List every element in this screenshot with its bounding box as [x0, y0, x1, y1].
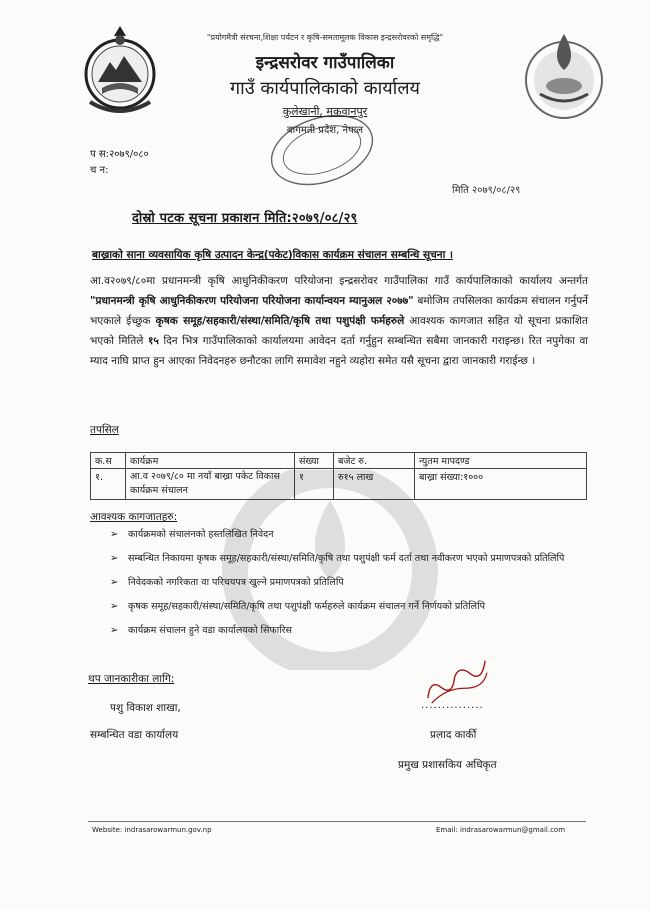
footer-website: Website: indrasarowarmun.gov.np — [92, 826, 212, 834]
list-item — [110, 599, 600, 615]
letter-date: मिति २०७९/०८/२९ — [452, 185, 521, 196]
cell-sn: १. — [91, 469, 126, 500]
document-item-text: सम्बन्धित निकायमा कृषक समूह/सहकारी/संस्था/समिति/कृषि तथा पशुपंक्षी फर्म दर्ता तथा नवीकरण भएको प्रमाणपत्रको प्रतिलिपि — [128, 553, 565, 564]
arrow-bullet-icon: ➢ — [110, 601, 119, 612]
contact-line2: सम्बन्धित वडा कार्यालय — [90, 729, 179, 741]
list-item — [110, 551, 600, 567]
document-item-text: कार्यक्रमको संचालनको हस्तलिखित निवेदन — [128, 529, 274, 540]
col-count: संख्या — [295, 453, 334, 469]
col-criteria: न्युतम मापदण्ड — [415, 453, 587, 469]
arrow-bullet-icon: ➢ — [110, 625, 119, 636]
municipality-logo — [520, 28, 608, 124]
cell-program: आ.व २०७९/८० मा नयाँ बाख्रा पकेट विकास कार्यक्रम संचालन — [126, 469, 295, 500]
notice-subject: बाख्राको साना व्यवसायिक कृषि उत्पादन केन्द्र(पकेट)विकास कार्यक्रम संचालन सम्बन्धि सूचना । — [92, 249, 453, 261]
col-budget: बजेट रु. — [334, 453, 415, 469]
body-text-4: दिन भित्र गाउँपालिकाको कार्यालयमा आवेदन दर्ता गर्नुहुन सम्बन्धित सबैमा जानकारी गराइन्छ। रित नपुगेका वा म्याद नाघि प्राप्त हुन आएका निवेदनहरु छनौटका लागि समावेश नहुने व्यहोरा समेत यसै सूचना द्वारा जानकारी गराईन्छ । — [90, 335, 589, 367]
cell-count: १ — [295, 469, 334, 500]
cell-budget: रु१५ लाख — [334, 469, 415, 500]
municipality-name: इन्द्रसरोवर गाउँपालिका — [255, 53, 395, 73]
cell-criteria: बाख्रा संख्या:१००० — [415, 469, 587, 500]
arrow-bullet-icon: ➢ — [110, 553, 119, 564]
list-item — [110, 527, 600, 543]
contact-line1: पशु विकाश शाखा, — [110, 702, 181, 714]
office-name: गाउँ कार्यपालिकाको कार्यालय — [230, 78, 420, 99]
address-line1: कुलेखानी, मकवानपुर — [282, 105, 368, 118]
col-sn: क.स — [91, 453, 126, 469]
body-text-2: बमोजिम तपसिलका कार्यक्रम संचालन गर्नुपर्ने भएकाले ईच्छुक — [90, 295, 588, 327]
schedule-label: तपसिल — [90, 424, 119, 436]
address-line2: बागमती प्रदेश, नेपाल — [286, 125, 364, 136]
documents-heading: आवश्यक कागजातहरु: — [90, 511, 178, 523]
signer-name: प्रलाद कार्की — [430, 729, 477, 741]
document-item-text: कार्यक्रम संचालन हुने वडा कार्यालयको सिफारिस — [128, 625, 292, 636]
col-program: कार्यक्रम — [126, 453, 295, 469]
notice-body — [90, 271, 588, 371]
contact-heading: थप जानकारीका लागि: — [88, 673, 175, 685]
signer-title: प्रमुख प्रशासकिय अधिकृत — [398, 759, 497, 771]
body-bold-days: १५ — [147, 335, 159, 347]
body-text-3: आवश्यक कागजात सहित यो सूचना प्रकाशित भएको मितिले — [90, 315, 588, 347]
body-text-1: आ.व२०७९/८०मा प्रधानमन्त्री कृषि आधुनिकीकरण परियोजना इन्द्रसरोवर गाउँपालिका गाउँ कार्यपालिकाको कार्यालय अन्तर्गत — [90, 275, 588, 287]
document-item-text: कृषक समूह/सहकारी/संस्था/समिति/कृषि तथा पशुपंक्षी फर्महरुले कार्यक्रम संचालन गर्ने निर्णयको प्रतिलिपि — [128, 601, 485, 612]
body-bold-applicants: कृषक समूह/सहकारी/संस्था/समिति/कृषि तथा पशुपंक्षी फर्महरुले — [155, 315, 405, 327]
table-header-row — [91, 453, 587, 469]
arrow-bullet-icon: ➢ — [110, 529, 119, 540]
notice-title: दोस्रो पटक सूचना प्रकाशन मिति:२०७९/०८/२९ — [132, 211, 358, 226]
nepal-emblem-logo — [80, 22, 160, 122]
office-stamp — [262, 108, 382, 192]
footer-email: Email: indrasarowarmun@gmail.com — [436, 826, 566, 834]
arrow-bullet-icon: ➢ — [110, 577, 119, 588]
document-item-text: निवेदकको नगरिकता वा परिचयपत्र खुल्ने प्रमाणपत्रको प्रतिलिपि — [128, 577, 344, 588]
dispatch-number: च न: — [90, 165, 109, 176]
reference-number: प स:२०७९/०८० — [90, 149, 149, 160]
footer-divider — [88, 821, 586, 822]
header-motto: "प्रयोगमैत्री संरचना,शिक्षा पर्यटन र कृषि-समतामूलक विकास इन्द्रसरोवरको समृद्धि" — [206, 33, 444, 42]
body-bold-manual: "प्रधानमन्त्री कृषि आधुनिकीकरण परियोजना परियोजना कार्यान्वयन म्यानुअल २०७७" — [90, 295, 414, 307]
documents-list — [110, 527, 600, 647]
list-item — [110, 575, 600, 591]
list-item — [110, 623, 600, 639]
signature-line: ............... — [421, 700, 484, 711]
